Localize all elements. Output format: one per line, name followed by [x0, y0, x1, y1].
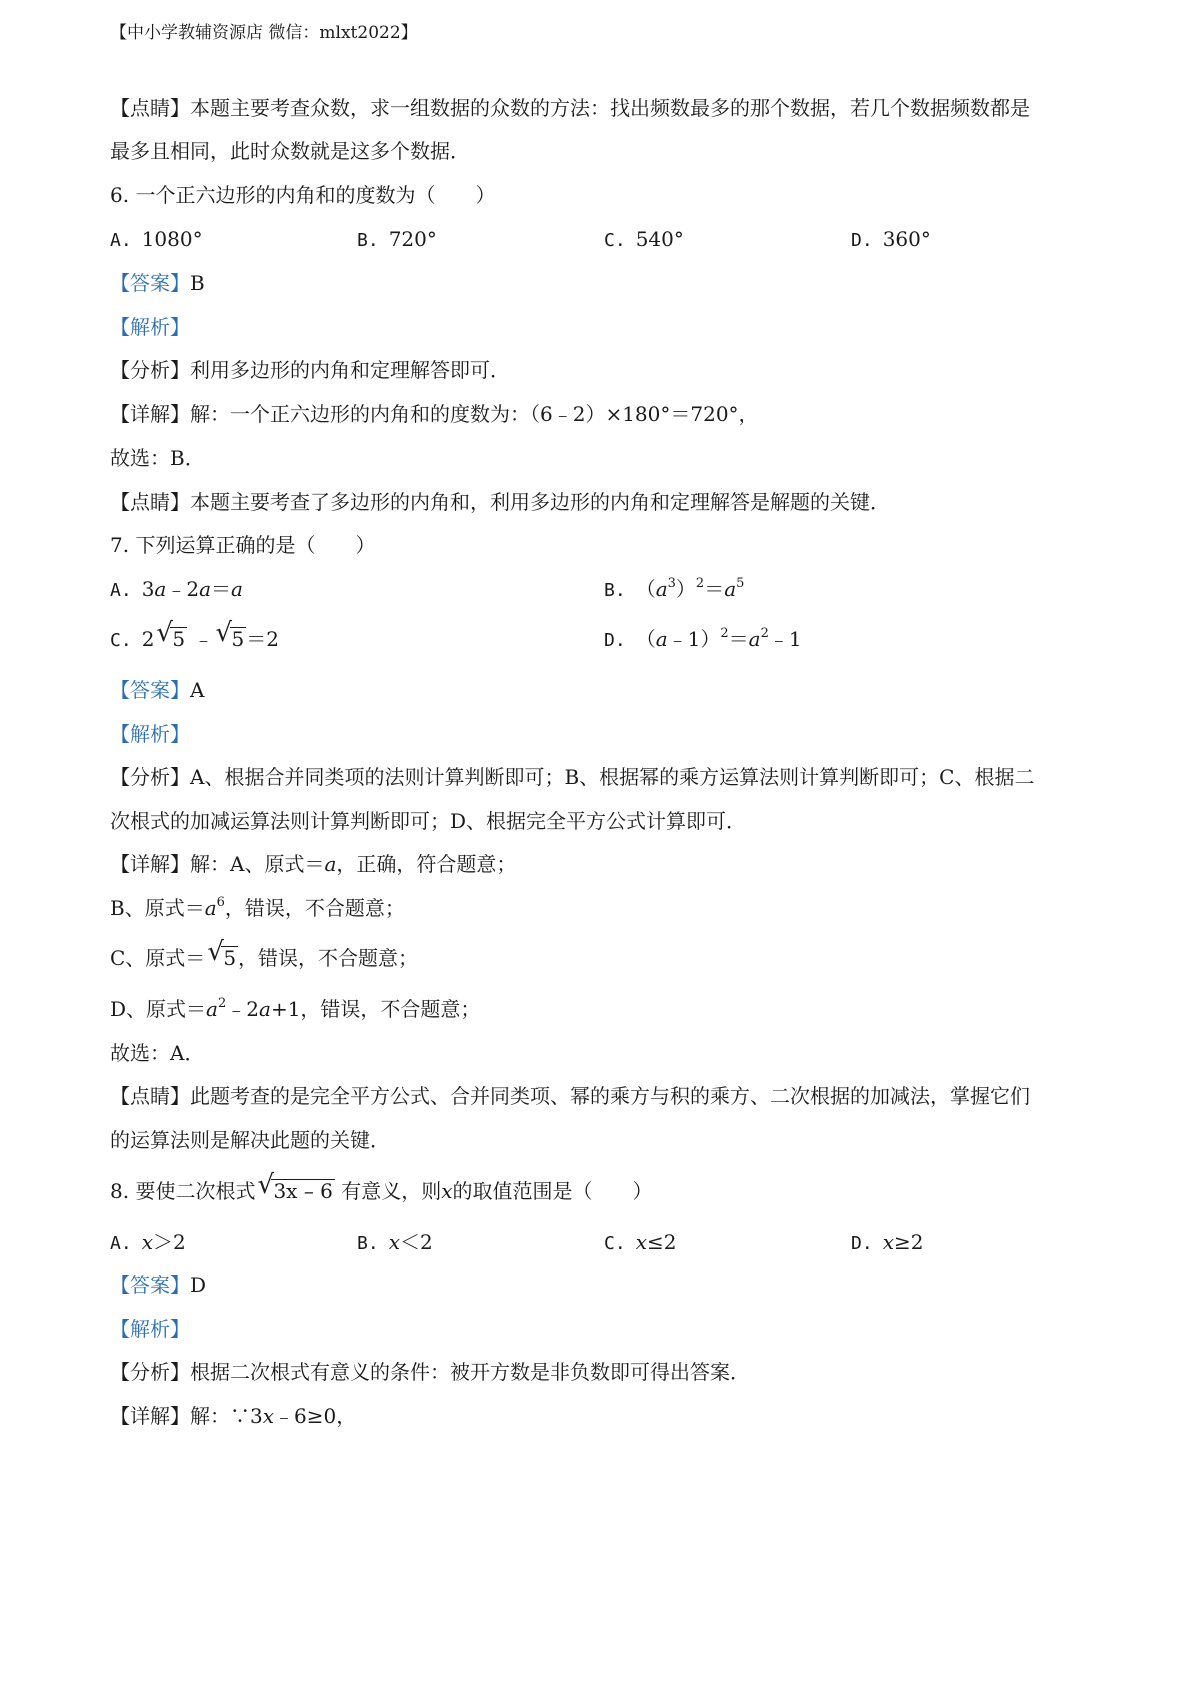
- q6-option-b: B. 720°: [357, 227, 437, 251]
- q7-dianjing-line1: 【点睛】此题考查的是完全平方公式、合并同类项、幂的乘方与积的乘方、二次根据的加减法，掌握它们: [110, 1084, 1030, 1108]
- q6-option-c: C. 540°: [604, 227, 684, 251]
- q7-xiangjie-a: 【详解】解：A、原式＝a，正确，符合题意；: [110, 852, 517, 876]
- q7-dianjing-line2: 的运算法则是解决此题的关键．: [110, 1128, 390, 1152]
- sqrt-symbol: √ 5: [156, 618, 186, 651]
- q7-xiangjie-d: D、原式$=a^2﹣2a+1$，错误，不合题意；: [110, 996, 481, 1021]
- q6-option-d: D. 360°: [851, 227, 931, 251]
- sqrt-symbol: √ 5: [215, 618, 245, 651]
- section-label: 【点睛】: [110, 96, 190, 120]
- q7-option-a: A. 3a﹣2a＝a: [110, 577, 243, 601]
- q6-guxuan: 故选：B．: [110, 446, 205, 470]
- q5-dianjing-line2: 最多且相同，此时众数就是这多个数据．: [110, 139, 470, 163]
- q7-xiangjie-b: B、原式$=a^6$，错误，不合题意；: [110, 895, 405, 920]
- q8-fenxi: 【分析】根据二次根式有意义的条件：被开方数是非负数即可得出答案．: [110, 1360, 750, 1384]
- q8-jiexi: 【解析】: [110, 1317, 190, 1341]
- q8-option-c: C. x≤2: [604, 1230, 677, 1254]
- q6-fenxi: 【分析】利用多边形的内角和定理解答即可．: [110, 358, 510, 382]
- q5-dianjing-line1: 【点睛】本题主要考查众数，求一组数据的众数的方法：找出频数最多的那个数据，若几个数据频数都是: [110, 96, 1030, 120]
- q6-stem: 6. 一个正六边形的内角和的度数为（ ）: [110, 183, 496, 207]
- q8-option-b: B. x＜2: [357, 1230, 433, 1254]
- q8-stem: 8. 要使二次根式 √ 3x – 6 有意义，则x的取值范围是（ ）: [110, 1170, 653, 1203]
- q7-stem: 7. 下列运算正确的是（ ）: [110, 533, 376, 557]
- q6-jiexi: 【解析】: [110, 315, 190, 339]
- q8-option-d: D. x≥2: [851, 1230, 924, 1254]
- q7-fenxi-line1: 【分析】A、根据合并同类项的法则计算判断即可；B、根据幂的乘方运算法则计算判断即可；C、根据二: [110, 765, 1035, 789]
- q7-jiexi: 【解析】: [110, 722, 190, 746]
- q6-dianjing: 【点睛】本题主要考查了多边形的内角和，利用多边形的内角和定理解答是解题的关键．: [110, 490, 890, 514]
- q6-xiangjie: 【详解】解：一个正六边形的内角和的度数为：（6﹣2）×180°＝720°，: [110, 402, 759, 426]
- sqrt-symbol: √ 3x – 6: [257, 1170, 333, 1203]
- q8-option-a: A. x＞2: [110, 1230, 186, 1254]
- q6-answer: 【答案】B: [110, 271, 205, 295]
- sqrt-symbol: √ 5: [207, 937, 237, 970]
- q7-option-d: D. $(a﹣1)^2=a^2﹣1$: [604, 626, 802, 651]
- q7-fenxi-line2: 次根式的加减运算法则计算判断即可；D、根据完全平方公式计算即可．: [110, 809, 747, 833]
- q8-answer: 【答案】D: [110, 1273, 207, 1297]
- q7-option-c: C. 2 √ 5 ﹣ √ 5 ＝2: [110, 618, 279, 651]
- q8-xiangjie: 【详解】解：∵3x﹣6≥0，: [110, 1404, 357, 1428]
- q7-guxuan: 故选：A．: [110, 1041, 205, 1065]
- q7-xiangjie-c: C、原式＝ √ 5 ，错误，不合题意；: [110, 937, 419, 970]
- q7-option-b: B. $(a^3)^2=a^5$: [604, 576, 745, 601]
- q6-option-a: A. 1080°: [110, 227, 203, 251]
- q7-answer: 【答案】A: [110, 678, 205, 702]
- page-header: 【中小学教辅资源店 微信：mlxt2022】: [110, 23, 418, 43]
